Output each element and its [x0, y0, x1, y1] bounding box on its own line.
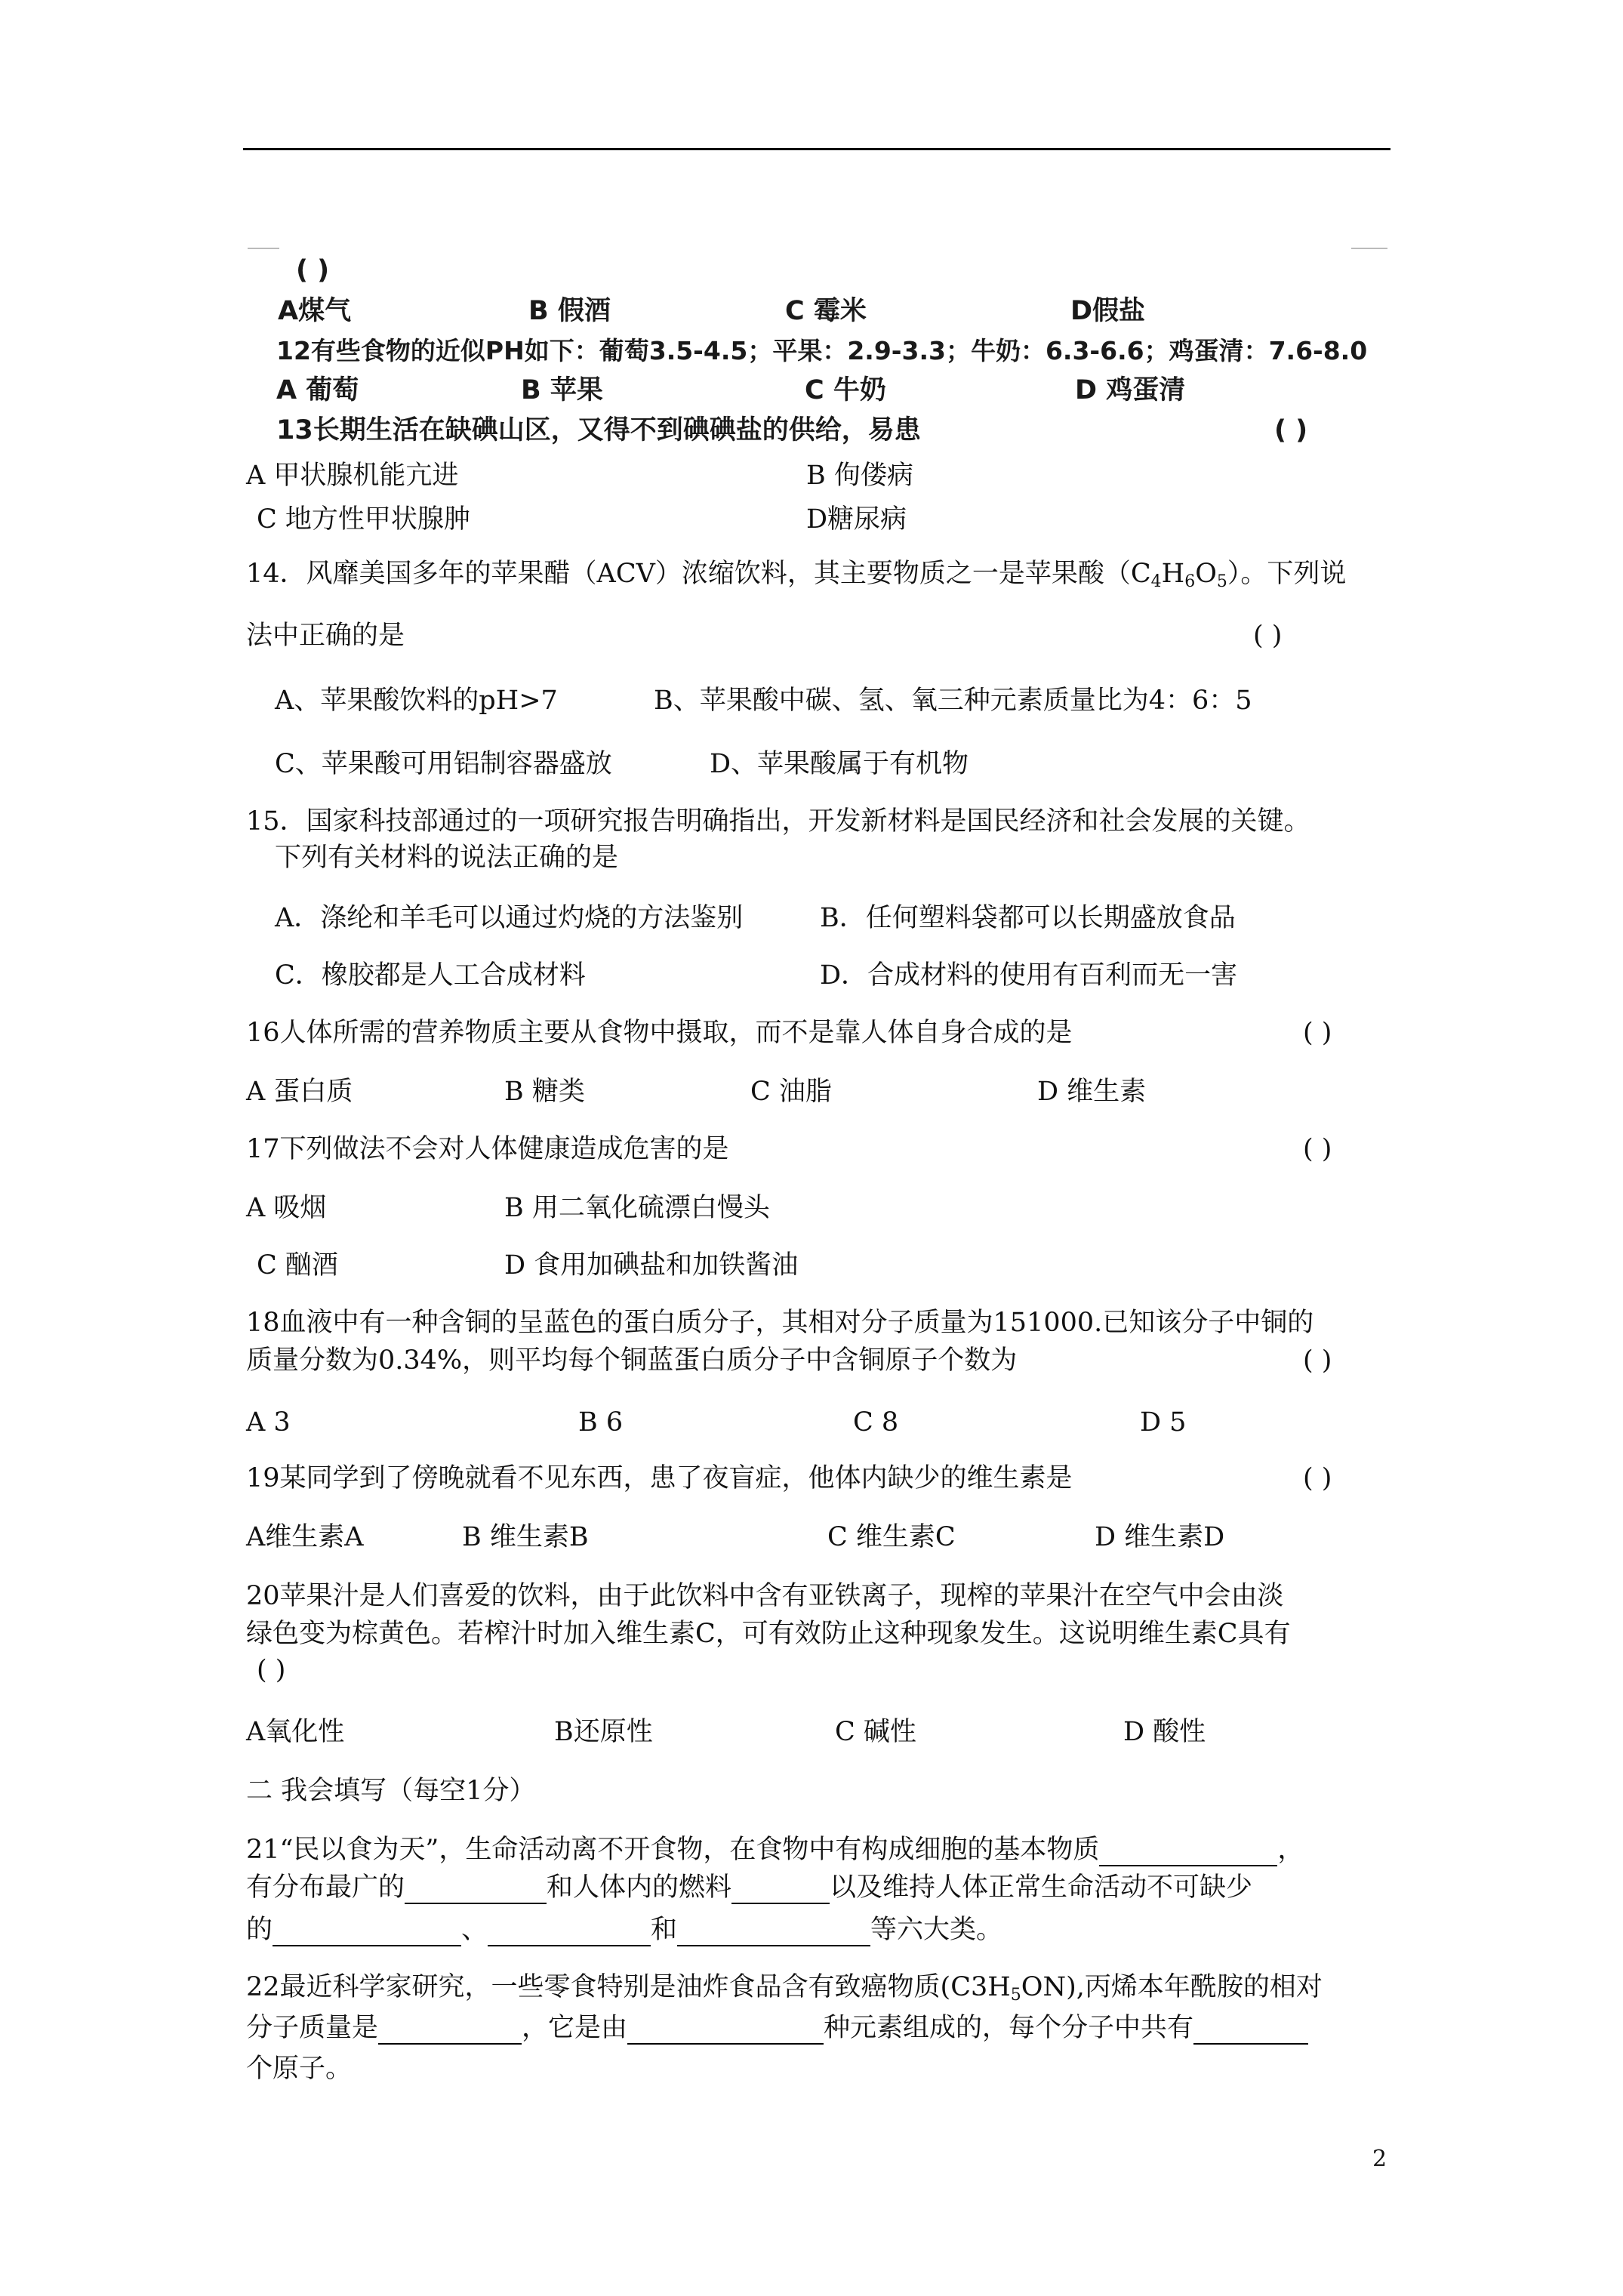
q22-text-2b: ，它是由 — [522, 2013, 628, 2043]
q12-option-b: B 苹果 — [521, 375, 603, 405]
q21-text-1-end: ， — [1277, 1835, 1304, 1865]
q16-option-b: B 糖类 — [504, 1077, 585, 1107]
q16-paren: ( ) — [1303, 1018, 1332, 1048]
q16-option-c: C 油脂 — [750, 1077, 832, 1107]
q19-option-c: C 维生素C — [827, 1522, 956, 1552]
q18-line2: 质量分数为0.34%，则平均每个铜蓝蛋白质分子中含铜原子个数为 — [246, 1345, 1018, 1376]
q22-line1 — [246, 1971, 1323, 2004]
q17-option-a: A 吸烟 — [246, 1193, 327, 1223]
q18-option-a: A 3 — [246, 1407, 291, 1438]
q21-text-3a: 的 — [246, 1915, 273, 1945]
q13-stem: 13长期生活在缺碘山区，又得不到碘碘盐的供给，易患 — [276, 415, 921, 445]
q21-blank-5[interactable] — [488, 1918, 651, 1946]
q16-option-d: D 维生素 — [1037, 1077, 1147, 1107]
q22-text-1pre: 22最近科学家研究，一些零食特别是油炸食品含有致癌物质(C3H — [246, 1972, 1011, 2002]
q16-stem: 16人体所需的营养物质主要从食物中摄取，而不是靠人体自身合成的是 — [246, 1018, 1073, 1048]
q15-option-b: B．任何塑料袋都可以长期盛放食品 — [820, 903, 1236, 933]
q11-option-d: D假盐 — [1070, 296, 1146, 326]
q21-text-3d: 等六大类。 — [870, 1915, 1003, 1945]
q21-line1 — [246, 1833, 1304, 1866]
q14-option-b: B、苹果酸中碳、氢、氧三种元素质量比为4：6：5 — [654, 686, 1252, 716]
page-number: 2 — [1372, 2146, 1387, 2172]
q14-h: H — [1161, 559, 1185, 589]
q17-paren: ( ) — [1303, 1134, 1332, 1164]
q21-blank-2[interactable] — [405, 1875, 547, 1904]
q12-stem: 12有些食物的近似PH如下：葡萄3.5-4.5；平果：2.9-3.3；牛奶：6.3-6.6；鸡蛋清：7.6-8.0 — [276, 336, 1368, 365]
q18-line1: 18血液中有一种含铜的呈蓝色的蛋白质分子，其相对分子质量为151000.已知该分子中铜的 — [246, 1308, 1314, 1338]
q14-option-a: A、苹果酸饮料的pH>7 — [275, 686, 558, 716]
q13-option-b: B 佝偻病 — [806, 461, 913, 491]
q18-paren: ( ) — [1303, 1345, 1332, 1376]
q14-sub-h: 6 — [1184, 572, 1196, 591]
q21-blank-3[interactable] — [731, 1875, 830, 1904]
q19-stem: 19某同学到了傍晚就看不见东西，患了夜盲症，他体内缺少的维生素是 — [246, 1463, 1073, 1493]
q15-line1: 15．国家科技部通过的一项研究报告明确指出，开发新材料是国民经济和社会发展的关键。 — [246, 806, 1310, 837]
q14-option-c: C、苹果酸可用铝制容器盛放 — [275, 749, 612, 779]
section2-title: 二 我会填写（每空1分） — [246, 1776, 536, 1806]
q19-option-b: B 维生素B — [462, 1522, 589, 1552]
q22-text-2a: 分子质量是 — [246, 2013, 379, 2043]
q14-stem-pre: 14．风靡美国多年的苹果醋（ACV）浓缩饮料，其主要物质之一是苹果酸（C — [246, 559, 1151, 589]
scan-mark-right — [1351, 248, 1387, 249]
q14-sub-o: 5 — [1216, 572, 1227, 591]
q21-text-2b: 和人体内的燃料 — [547, 1872, 732, 1903]
q20-option-d: D 酸性 — [1123, 1717, 1206, 1747]
q21-line3 — [246, 1913, 1002, 1946]
q18-option-c: C 8 — [853, 1407, 899, 1438]
q15-option-c: C．橡胶都是人工合成材料 — [275, 960, 586, 991]
q20-line2: 绿色变为棕黄色。若榨汁时加入维生素C，可有效防止这种现象发生。这说明维生素C具有 — [246, 1619, 1291, 1649]
q22-blank-2[interactable] — [627, 2016, 824, 2045]
q14-sub-c: 4 — [1150, 572, 1162, 591]
q12-option-c: C 牛奶 — [805, 375, 886, 405]
q12-option-d: D 鸡蛋清 — [1075, 375, 1186, 405]
q20-line1: 20苹果汁是人们喜爱的饮料，由于此饮料中含有亚铁离子，现榨的苹果汁在空气中会由淡 — [246, 1581, 1284, 1611]
q21-text-1: 21“民以食为天”，生命活动离不开食物，在食物中有构成细胞的基本物质 — [246, 1835, 1100, 1865]
q20-option-a: A氧化性 — [246, 1717, 345, 1747]
q21-text-2c: 以及维持人体正常生命活动不可缺少 — [830, 1872, 1253, 1903]
q14-option-d: D、苹果酸属于有机物 — [710, 749, 969, 779]
q20-paren: ( ) — [257, 1655, 286, 1685]
q18-option-d: D 5 — [1140, 1407, 1187, 1438]
q16-option-a: A 蛋白质 — [246, 1077, 353, 1107]
q11-option-b: B 假酒 — [528, 296, 611, 326]
q17-option-d: D 食用加碘盐和加铁酱油 — [504, 1250, 799, 1281]
q21-text-2a: 有分布最广的 — [246, 1872, 405, 1903]
q21-text-3b: 、 — [461, 1915, 488, 1945]
q19-paren: ( ) — [1303, 1463, 1332, 1493]
header-rule — [243, 148, 1390, 150]
q13-paren: ( ) — [1274, 415, 1308, 445]
q22-text-1post: ON),丙烯本年酰胺的相对 — [1021, 1972, 1323, 2002]
q13-option-a: A 甲状腺机能亢进 — [246, 461, 459, 491]
q22-text-2c: 种元素组成的，每个分子中共有 — [824, 2013, 1194, 2043]
q11-paren: ( ) — [296, 255, 330, 285]
scan-mark-left — [248, 248, 279, 249]
q14-paren: ( ) — [1253, 621, 1283, 651]
q22-line2 — [246, 2011, 1308, 2045]
q12-option-a: A 葡萄 — [276, 375, 359, 405]
q22-sub: 5 — [1010, 1986, 1021, 2005]
q20-option-c: C 碱性 — [835, 1717, 916, 1747]
q15-option-a: A．涤纶和羊毛可以通过灼烧的方法鉴别 — [275, 903, 744, 933]
q20-option-b: B还原性 — [554, 1717, 653, 1747]
q14-line2: 法中正确的是 — [246, 621, 405, 651]
q21-blank-6[interactable] — [677, 1918, 870, 1946]
q17-option-b: B 用二氧化硫漂白慢头 — [504, 1193, 770, 1223]
q18-option-b: B 6 — [578, 1407, 624, 1438]
q21-line2 — [246, 1871, 1252, 1904]
q22-line3: 个原子。 — [246, 2054, 353, 2084]
q13-option-d: D糖尿病 — [806, 504, 907, 535]
q14-stem-post: ）。下列说 — [1227, 559, 1347, 589]
q22-blank-3[interactable] — [1193, 2016, 1308, 2045]
q19-option-a: A维生素A — [246, 1522, 364, 1552]
q22-blank-1[interactable] — [378, 2016, 522, 2045]
q17-stem: 17下列做法不会对人体健康造成危害的是 — [246, 1134, 729, 1164]
q21-blank-1[interactable] — [1099, 1838, 1277, 1866]
q21-blank-4[interactable] — [273, 1918, 461, 1946]
q14-stem — [246, 557, 1346, 590]
q14-o: O — [1195, 559, 1217, 589]
q15-line2: 下列有关材料的说法正确的是 — [275, 843, 619, 873]
q21-text-3c: 和 — [651, 1915, 678, 1945]
q19-option-d: D 维生素D — [1095, 1522, 1225, 1552]
q11-option-a: A煤气 — [278, 296, 352, 326]
q15-option-d: D．合成材料的使用有百利而无一害 — [820, 960, 1238, 991]
q17-option-c: C 酗酒 — [257, 1250, 338, 1281]
q11-option-c: C 霉米 — [785, 296, 867, 326]
q13-option-c: C 地方性甲状腺肿 — [257, 504, 470, 535]
